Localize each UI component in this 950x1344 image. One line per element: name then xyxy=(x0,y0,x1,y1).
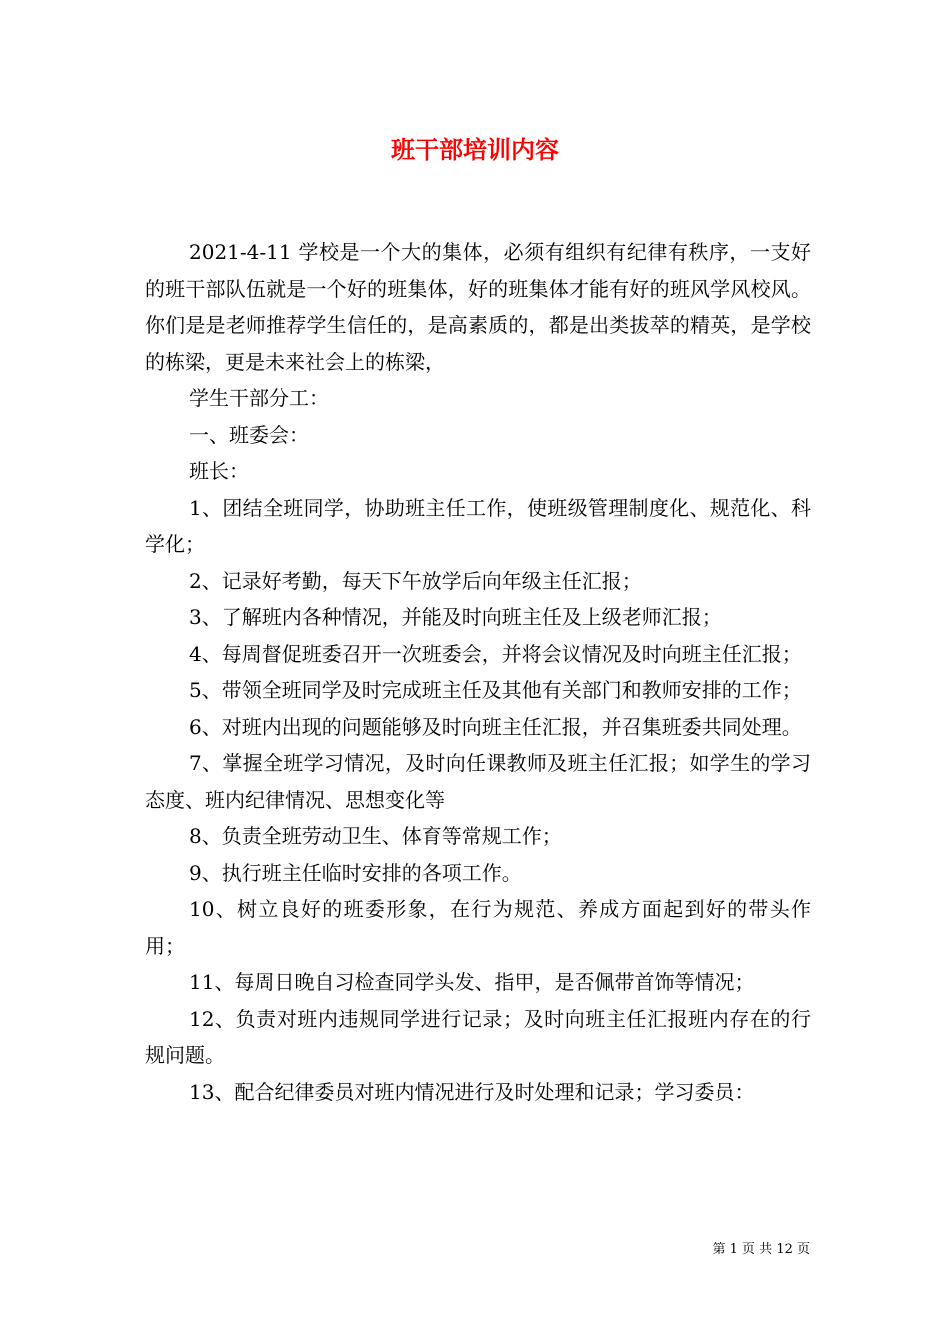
paragraph: 5、带领全班同学及时完成班主任及其他有关部门和教师安排的工作； xyxy=(189,678,802,702)
paragraph: 6、对班内出现的问题能够及时向班主任汇报，并召集班委共同处理。 xyxy=(189,714,802,739)
paragraph: 13、配合纪律委员对班内情况进行及时处理和记录；学习委员： xyxy=(189,1079,755,1104)
paragraph: 4、每周督促班委召开一次班委会，并将会议情况及时向班主任汇报； xyxy=(189,641,802,666)
paragraph: 7、掌握全班学习情况，及时向任课教师及班主任汇报；如学生的学习态度、班内纪律情况、思想变化等 xyxy=(145,751,811,812)
paragraph: 2021-4-11 学校是一个大的集体，必须有组织有纪律有秩序，一支好的班干部队伍就是一个好的班集体，好的班集体才能有好的班风学风校风。你们是是老师推荐学生信任的，是高素质的，都是出类拔萃的精英，是学校的栋梁，更是未来社会上的栋梁， xyxy=(145,240,811,374)
paragraph: 10、树立良好的班委形象，在行为规范、养成方面起到好的带头作用； xyxy=(145,897,811,958)
paragraph: 9、执行班主任临时安排的各项工作。 xyxy=(189,860,522,885)
paragraph: 11、每周日晚自习检查同学头发、指甲，是否佩带首饰等情况； xyxy=(189,970,755,994)
document-body xyxy=(145,234,811,1110)
page-number: 第 1 页 共 12 页 xyxy=(712,1242,810,1257)
paragraph: 学生干部分工： xyxy=(189,386,329,410)
paragraph: 8、负责全班劳动卫生、体育等常规工作； xyxy=(189,824,562,848)
page-title: 班干部培训内容 xyxy=(391,135,559,164)
paragraph: 班长： xyxy=(189,459,249,483)
paragraph: 一、班委会： xyxy=(189,422,309,447)
paragraph: 2、记录好考勤，每天下午放学后向年级主任汇报； xyxy=(189,568,642,593)
paragraph: 3、了解班内各种情况，并能及时向班主任及上级老师汇报； xyxy=(189,605,722,629)
paragraph: 12、负责对班内违规同学进行记录；及时向班主任汇报班内存在的行规问题。 xyxy=(145,1006,811,1067)
paragraph: 1、团结全班同学，协助班主任工作，使班级管理制度化、规范化、科学化； xyxy=(145,495,811,556)
